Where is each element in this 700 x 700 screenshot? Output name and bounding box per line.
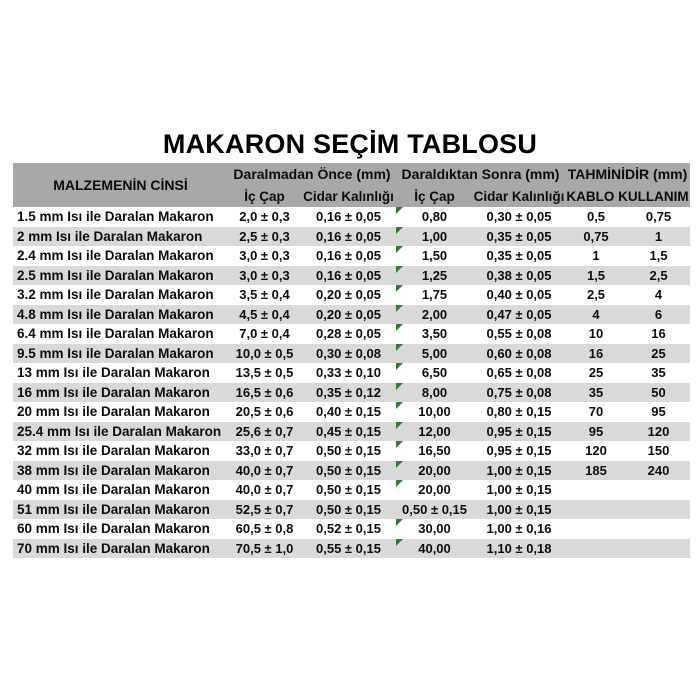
after-wall-thickness-cell: 0,60 ± 0,08 xyxy=(473,344,565,364)
cable-usage-max-cell: 120 xyxy=(627,422,690,442)
before-inner-diameter-cell: 40,0 ± 0,7 xyxy=(228,480,301,500)
material-cell: 2 mm Isı ile Daralan Makaron xyxy=(13,227,228,247)
before-wall-thickness-cell: 0,52 ± 0,15 xyxy=(301,519,396,539)
material-cell: 20 mm Isı ile Daralan Makaron xyxy=(13,402,228,422)
makaron-selection-table xyxy=(13,163,690,558)
before-inner-diameter-cell: 7,0 ± 0,4 xyxy=(228,324,301,344)
after-inner-diameter-cell-with-error-flag-icon: 10,00 xyxy=(396,402,473,422)
table-row xyxy=(13,324,690,344)
before-wall-thickness-cell: 0,16 ± 0,05 xyxy=(301,246,396,266)
cable-usage-min-cell: 120 xyxy=(565,441,627,461)
before-wall-thickness-cell: 0,20 ± 0,05 xyxy=(301,305,396,325)
after-wall-thickness-cell: 0,55 ± 0,08 xyxy=(473,324,565,344)
after-wall-thickness-cell: 1,00 ± 0,15 xyxy=(473,461,565,481)
cable-usage-max-cell: 50 xyxy=(627,383,690,403)
after-inner-diameter-cell-with-error-flag-icon: 12,00 xyxy=(396,422,473,442)
table-row xyxy=(13,285,690,305)
col-header-inner-diameter-before: İç Çap xyxy=(228,185,301,207)
cable-usage-min-cell: 70 xyxy=(565,402,627,422)
before-inner-diameter-cell: 25,6 ± 0,7 xyxy=(228,422,301,442)
after-wall-thickness-cell: 0,75 ± 0,08 xyxy=(473,383,565,403)
after-inner-diameter-cell-with-error-flag-icon: 20,00 xyxy=(396,480,473,500)
after-inner-diameter-cell-with-error-flag-icon: 2,00 xyxy=(396,305,473,325)
before-inner-diameter-cell: 40,0 ± 0,7 xyxy=(228,461,301,481)
cable-usage-min-cell xyxy=(565,519,627,539)
before-wall-thickness-cell: 0,20 ± 0,05 xyxy=(301,285,396,305)
cable-usage-max-cell: 240 xyxy=(627,461,690,481)
material-cell: 3.2 mm Isı ile Daralan Makaron xyxy=(13,285,228,305)
before-wall-thickness-cell: 0,50 ± 0,15 xyxy=(301,480,396,500)
table-row xyxy=(13,305,690,325)
cable-usage-min-cell: 1,5 xyxy=(565,266,627,286)
material-cell: 4.8 mm Isı ile Daralan Makaron xyxy=(13,305,228,325)
after-wall-thickness-cell: 0,38 ± 0,05 xyxy=(473,266,565,286)
cable-usage-max-cell: 35 xyxy=(627,363,690,383)
cable-usage-max-cell: 6 xyxy=(627,305,690,325)
cable-usage-max-cell: 0,75 xyxy=(627,207,690,227)
table-row xyxy=(13,246,690,266)
material-cell: 9.5 mm Isı ile Daralan Makaron xyxy=(13,344,228,364)
after-inner-diameter-cell-with-error-flag-icon: 5,00 xyxy=(396,344,473,364)
table-header xyxy=(13,163,690,207)
material-cell: 6.4 mm Isı ile Daralan Makaron xyxy=(13,324,228,344)
after-wall-thickness-cell: 0,35 ± 0,05 xyxy=(473,246,565,266)
before-inner-diameter-cell: 10,0 ± 0,5 xyxy=(228,344,301,364)
table-row xyxy=(13,519,690,539)
material-cell: 13 mm Isı ile Daralan Makaron xyxy=(13,363,228,383)
after-inner-diameter-cell-with-error-flag-icon: 20,00 xyxy=(396,461,473,481)
material-cell: 60 mm Isı ile Daralan Makaron xyxy=(13,519,228,539)
material-cell: 25.4 mm Isı ile Daralan Makaron xyxy=(13,422,228,442)
after-wall-thickness-cell: 0,40 ± 0,05 xyxy=(473,285,565,305)
after-inner-diameter-cell-with-error-flag-icon: 1,75 xyxy=(396,285,473,305)
after-wall-thickness-cell: 1,00 ± 0,15 xyxy=(473,500,565,520)
table-row xyxy=(13,480,690,500)
table-row xyxy=(13,207,690,227)
col-header-material: MALZEMENİN CİNSİ xyxy=(13,163,228,207)
before-inner-diameter-cell: 60,5 ± 0,8 xyxy=(228,519,301,539)
col-group-before-shrink: Daralmadan Önce (mm) xyxy=(228,163,396,185)
col-header-inner-diameter-after: İç Çap xyxy=(396,185,473,207)
before-wall-thickness-cell: 0,28 ± 0,05 xyxy=(301,324,396,344)
col-group-estimate: TAHMİNİDİR (mm) xyxy=(565,163,690,185)
table-row xyxy=(13,344,690,364)
table-row xyxy=(13,227,690,247)
col-header-wall-thickness-after: Cidar Kalınlığı xyxy=(473,185,565,207)
material-cell: 51 mm Isı ile Daralan Makaron xyxy=(13,500,228,520)
before-wall-thickness-cell: 0,45 ± 0,15 xyxy=(301,422,396,442)
cable-usage-min-cell xyxy=(565,539,627,559)
cable-usage-max-cell: 1,5 xyxy=(627,246,690,266)
before-inner-diameter-cell: 2,0 ± 0,3 xyxy=(228,207,301,227)
cable-usage-min-cell xyxy=(565,500,627,520)
table-row xyxy=(13,422,690,442)
before-wall-thickness-cell: 0,16 ± 0,05 xyxy=(301,227,396,247)
before-wall-thickness-cell: 0,40 ± 0,15 xyxy=(301,402,396,422)
after-inner-diameter-cell-with-error-flag-icon: 16,50 xyxy=(396,441,473,461)
cable-usage-max-cell xyxy=(627,519,690,539)
col-group-after-shrink: Daraldıktan Sonra (mm) xyxy=(396,163,565,185)
cable-usage-min-cell: 1 xyxy=(565,246,627,266)
cable-usage-max-cell: 150 xyxy=(627,441,690,461)
material-cell: 40 mm Isı ile Daralan Makaron xyxy=(13,480,228,500)
before-wall-thickness-cell: 0,50 ± 0,15 xyxy=(301,461,396,481)
table-body xyxy=(13,207,690,558)
cable-usage-max-cell: 2,5 xyxy=(627,266,690,286)
col-header-wall-thickness-before: Cidar Kalınlığı xyxy=(301,185,396,207)
after-wall-thickness-cell: 0,30 ± 0,05 xyxy=(473,207,565,227)
cable-usage-min-cell: 25 xyxy=(565,363,627,383)
material-cell: 38 mm Isı ile Daralan Makaron xyxy=(13,461,228,481)
material-cell: 70 mm Isı ile Daralan Makaron xyxy=(13,539,228,559)
after-wall-thickness-cell: 0,95 ± 0,15 xyxy=(473,422,565,442)
cable-usage-max-cell xyxy=(627,539,690,559)
after-inner-diameter-cell-with-error-flag-icon: 30,00 xyxy=(396,519,473,539)
after-wall-thickness-cell: 1,00 ± 0,16 xyxy=(473,519,565,539)
table-row xyxy=(13,402,690,422)
material-cell: 2.4 mm Isı ile Daralan Makaron xyxy=(13,246,228,266)
before-inner-diameter-cell: 2,5 ± 0,3 xyxy=(228,227,301,247)
before-wall-thickness-cell: 0,16 ± 0,05 xyxy=(301,266,396,286)
cable-usage-min-cell: 185 xyxy=(565,461,627,481)
after-inner-diameter-cell-with-error-flag-icon: 40,00 xyxy=(396,539,473,559)
cable-usage-max-cell: 1 xyxy=(627,227,690,247)
cable-usage-min-cell: 0,75 xyxy=(565,227,627,247)
table-row xyxy=(13,266,690,286)
after-inner-diameter-cell-with-error-flag-icon: 1,25 xyxy=(396,266,473,286)
before-inner-diameter-cell: 70,5 ± 1,0 xyxy=(228,539,301,559)
table-row xyxy=(13,461,690,481)
material-cell: 32 mm Isı ile Daralan Makaron xyxy=(13,441,228,461)
table-row xyxy=(13,500,690,520)
before-wall-thickness-cell: 0,50 ± 0,15 xyxy=(301,500,396,520)
after-inner-diameter-cell-with-error-flag-icon: 3,50 xyxy=(396,324,473,344)
before-wall-thickness-cell: 0,35 ± 0,12 xyxy=(301,383,396,403)
cable-usage-max-cell: 95 xyxy=(627,402,690,422)
after-wall-thickness-cell: 1,00 ± 0,15 xyxy=(473,480,565,500)
after-wall-thickness-cell: 0,80 ± 0,15 xyxy=(473,402,565,422)
before-inner-diameter-cell: 20,5 ± 0,6 xyxy=(228,402,301,422)
cable-usage-max-cell: 16 xyxy=(627,324,690,344)
before-wall-thickness-cell: 0,16 ± 0,05 xyxy=(301,207,396,227)
after-inner-diameter-cell-with-error-flag-icon: 1,00 xyxy=(396,227,473,247)
after-wall-thickness-cell: 0,95 ± 0,15 xyxy=(473,441,565,461)
before-wall-thickness-cell: 0,33 ± 0,10 xyxy=(301,363,396,383)
cable-usage-min-cell xyxy=(565,480,627,500)
cable-usage-min-cell: 0,5 xyxy=(565,207,627,227)
cable-usage-min-cell: 35 xyxy=(565,383,627,403)
after-wall-thickness-cell: 0,47 ± 0,05 xyxy=(473,305,565,325)
before-inner-diameter-cell: 3,0 ± 0,3 xyxy=(228,246,301,266)
table-row xyxy=(13,539,690,559)
before-wall-thickness-cell: 0,55 ± 0,15 xyxy=(301,539,396,559)
header-group-row xyxy=(13,163,690,185)
before-wall-thickness-cell: 0,50 ± 0,15 xyxy=(301,441,396,461)
page-title: MAKARON SEÇİM TABLOSU xyxy=(162,129,538,159)
table-row xyxy=(13,441,690,461)
cable-usage-min-cell: 4 xyxy=(565,305,627,325)
table-row xyxy=(13,363,690,383)
after-inner-diameter-cell-with-error-flag-icon: 8,00 xyxy=(396,383,473,403)
col-header-cable-usage: KABLO KULLANIM xyxy=(565,185,690,207)
material-cell: 1.5 mm Isı ile Daralan Makaron xyxy=(13,207,228,227)
after-inner-diameter-cell: 0,50 ± 0,15 xyxy=(396,500,473,520)
before-inner-diameter-cell: 16,5 ± 0,6 xyxy=(228,383,301,403)
after-wall-thickness-cell: 0,35 ± 0,05 xyxy=(473,227,565,247)
after-inner-diameter-cell-with-error-flag-icon: 0,80 xyxy=(396,207,473,227)
material-cell: 2.5 mm Isı ile Daralan Makaron xyxy=(13,266,228,286)
cable-usage-max-cell xyxy=(627,480,690,500)
cable-usage-max-cell: 25 xyxy=(627,344,690,364)
cable-usage-max-cell xyxy=(627,500,690,520)
after-inner-diameter-cell-with-error-flag-icon: 6,50 xyxy=(396,363,473,383)
before-inner-diameter-cell: 33,0 ± 0,7 xyxy=(228,441,301,461)
cable-usage-min-cell: 2,5 xyxy=(565,285,627,305)
before-inner-diameter-cell: 13,5 ± 0,5 xyxy=(228,363,301,383)
before-inner-diameter-cell: 4,5 ± 0,4 xyxy=(228,305,301,325)
cable-usage-min-cell: 16 xyxy=(565,344,627,364)
after-wall-thickness-cell: 1,10 ± 0,18 xyxy=(473,539,565,559)
before-inner-diameter-cell: 3,5 ± 0,4 xyxy=(228,285,301,305)
before-inner-diameter-cell: 52,5 ± 0,7 xyxy=(228,500,301,520)
after-inner-diameter-cell-with-error-flag-icon: 1,50 xyxy=(396,246,473,266)
material-cell: 16 mm Isı ile Daralan Makaron xyxy=(13,383,228,403)
after-wall-thickness-cell: 0,65 ± 0,08 xyxy=(473,363,565,383)
cable-usage-min-cell: 10 xyxy=(565,324,627,344)
before-inner-diameter-cell: 3,0 ± 0,3 xyxy=(228,266,301,286)
cable-usage-min-cell: 95 xyxy=(565,422,627,442)
cable-usage-max-cell: 4 xyxy=(627,285,690,305)
before-wall-thickness-cell: 0,30 ± 0,08 xyxy=(301,344,396,364)
table-row xyxy=(13,383,690,403)
